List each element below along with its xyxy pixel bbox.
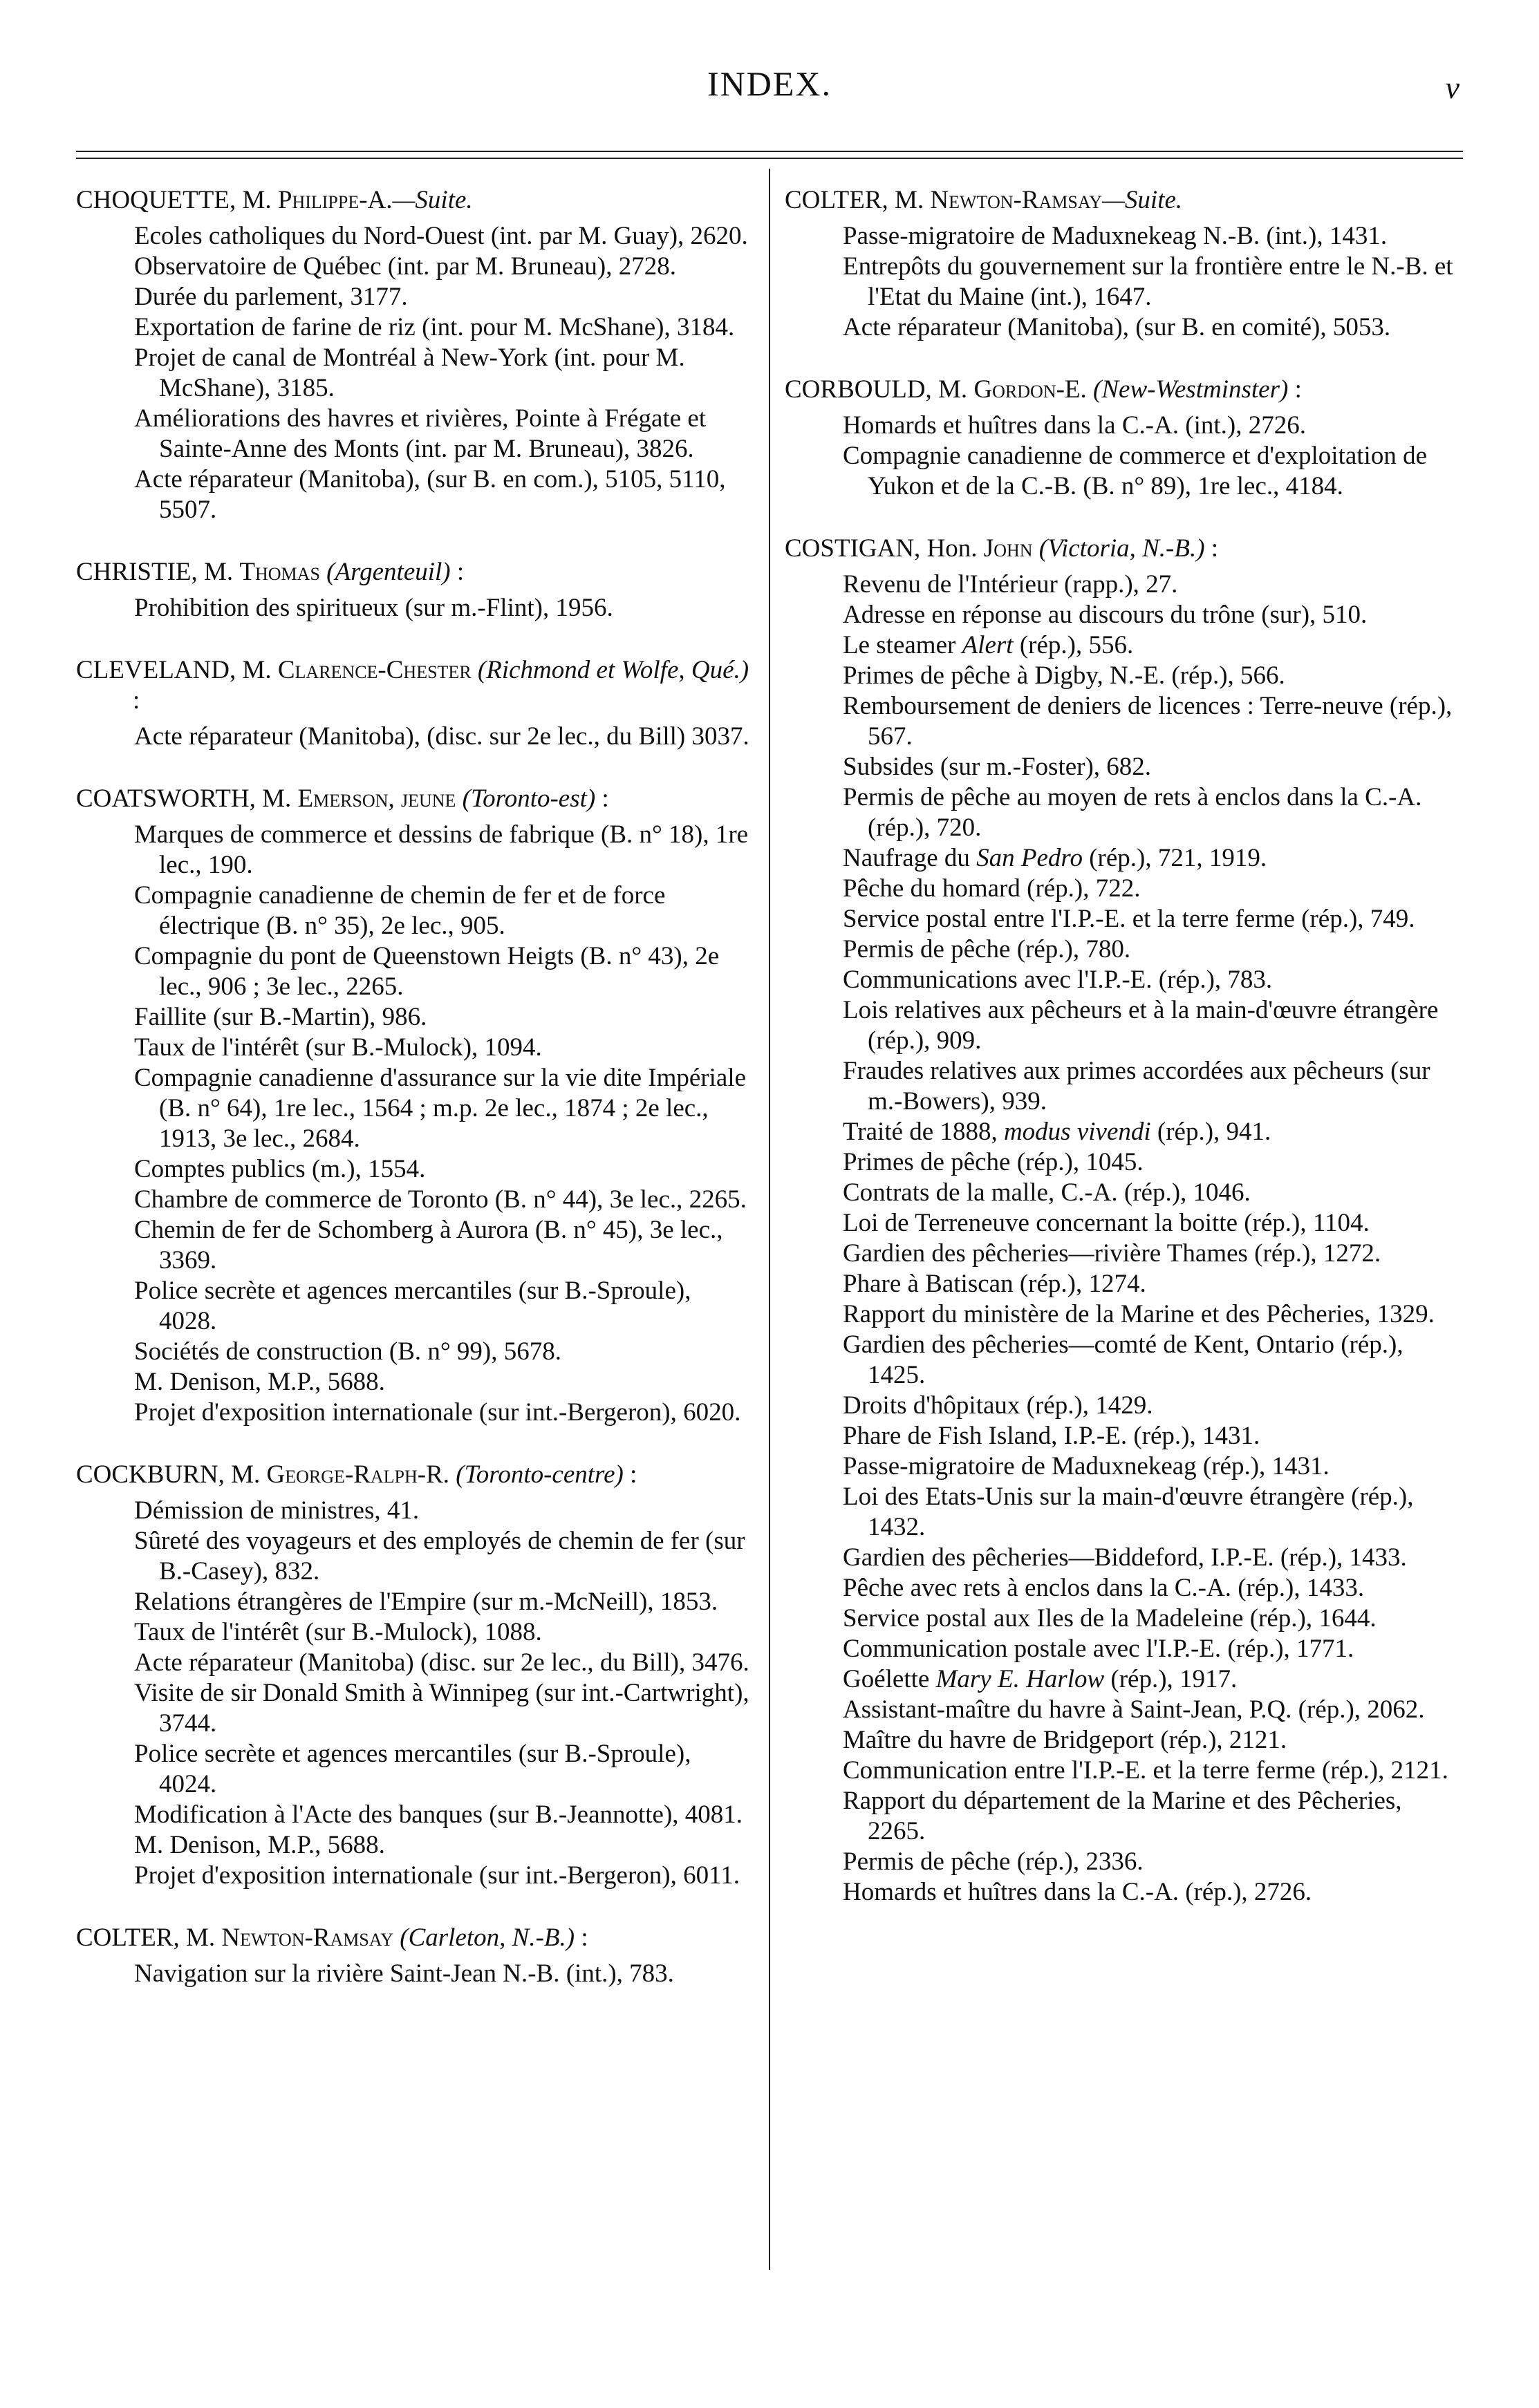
entry-item: Ecoles catholiques du Nord-Ouest (int. par M. Guay), 2620. <box>134 222 748 250</box>
entry-item: Acte réparateur (Manitoba), (disc. sur 2e lec., du Bill) 3037. <box>134 722 749 751</box>
entry-suffix: : <box>456 558 465 586</box>
entry-item: Police secrète et agences mercantiles (sur B.-Sproule), 4024. <box>134 1740 691 1798</box>
entry-surname: CLEVELAND, <box>76 656 236 684</box>
index-entry <box>76 1923 750 1989</box>
entry-item: Lois relatives aux pêcheurs et à la main-d'œuvre étrangère (rép.), 909. <box>843 996 1439 1055</box>
index-entry <box>785 185 1459 343</box>
left-column <box>76 185 750 2021</box>
entry-item: Gardien des pêcheries—Biddeford, I.P.-E. (rép.), 1433. <box>843 1543 1407 1572</box>
entry-item: Revenu de l'Intérieur (rapp.), 27. <box>843 570 1178 599</box>
entry-riding: (Argenteuil) <box>326 558 451 586</box>
index-entry <box>76 557 750 623</box>
entry-item: Contrats de la malle, C.-A. (rép.), 1046. <box>843 1178 1251 1207</box>
entry-item: Sociétés de construction (B. n° 99), 5678. <box>134 1337 561 1366</box>
entry-item: Permis de pêche (rép.), 2336. <box>843 1847 1144 1876</box>
entry-title: Hon. <box>926 534 978 563</box>
entry-surname: COATSWORTH, <box>76 784 256 813</box>
entry-item: Taux de l'intérêt (sur B.-Mulock), 1088. <box>134 1618 542 1646</box>
entry-heading <box>785 534 1459 564</box>
entry-heading <box>785 375 1459 405</box>
entry-item: Sûreté des voyageurs et des employés de chemin de fer (sur B.-Casey), 832. <box>134 1527 745 1586</box>
entry-item: Chambre de commerce de Toronto (B. n° 44), 3e lec., 2265. <box>134 1185 747 1214</box>
entry-riding: (Carleton, N.-B.) <box>400 1923 575 1952</box>
entry-item: Communications avec l'I.P.-E. (rép.), 783. <box>843 966 1273 994</box>
entry-item: Assistant-maître du havre à Saint-Jean, P.Q. (rép.), 2062. <box>843 1695 1425 1724</box>
entry-item: Traité de 1888, modus vivendi (rép.), 941. <box>843 1118 1271 1146</box>
entry-heading <box>76 185 750 216</box>
entry-given-name: Emerson, jeune <box>297 784 456 813</box>
entry-suffix: : <box>581 1923 588 1952</box>
entry-item: Modification à l'Acte des banques (sur B.-Jeannotte), 4081. <box>134 1800 743 1829</box>
entry-item: Acte réparateur (Manitoba), (sur B. en com.), 5105, 5110, 5507. <box>134 465 726 524</box>
entry-riding: —Suite. <box>1102 186 1183 214</box>
entry-item: Visite de sir Donald Smith à Winnipeg (sur int.-Cartwright), 3744. <box>134 1679 749 1738</box>
entry-item: Rapport du ministère de la Marine et des Pêcheries, 1329. <box>843 1300 1435 1328</box>
entry-suffix: : <box>1294 375 1302 404</box>
entry-surname: CORBOULD, <box>785 375 932 404</box>
entry-riding: (New-Westminster) <box>1093 375 1289 404</box>
entry-heading <box>76 655 750 716</box>
index-entry <box>76 655 750 752</box>
entry-suffix: : <box>601 784 609 813</box>
header-rule-bottom <box>76 158 1463 159</box>
entry-title: M. <box>242 186 272 214</box>
entry-heading <box>76 557 750 587</box>
entry-title: M. <box>262 784 292 813</box>
entry-item: Chemin de fer de Schomberg à Aurora (B. n° 45), 3e lec., 3369. <box>134 1216 723 1274</box>
entry-heading <box>785 185 1459 216</box>
entry-item: Faillite (sur B.-Martin), 986. <box>134 1003 427 1031</box>
right-column <box>785 185 1459 1939</box>
entry-given-name: Newton-Ramsay <box>930 186 1103 214</box>
entry-item: Compagnie canadienne de commerce et d'exploitation de Yukon et de la C.-B. (B. n° 89), 1re lec., 4184. <box>843 442 1428 500</box>
entry-item: Communication postale avec l'I.P.-E. (rép.), 1771. <box>843 1635 1354 1663</box>
entry-item: Phare de Fish Island, I.P.-E. (rép.), 1431. <box>843 1422 1260 1450</box>
entry-item: Gardien des pêcheries—comté de Kent, Ontario (rép.), 1425. <box>843 1330 1403 1389</box>
entry-surname: COSTIGAN, <box>785 534 921 563</box>
entry-item: Primes de pêche à Digby, N.-E. (rép.), 566. <box>843 661 1285 690</box>
entry-surname: COLTER, <box>785 186 888 214</box>
page-number: v <box>1445 70 1459 105</box>
entry-item: Goélette Mary E. Harlow (rép.), 1917. <box>843 1665 1238 1693</box>
entry-item: Durée du parlement, 3177. <box>134 283 408 311</box>
entry-title: M. <box>894 186 924 214</box>
entry-item: Relations étrangères de l'Empire (sur m.-McNeill), 1853. <box>134 1588 718 1616</box>
index-entry <box>76 1460 750 1891</box>
entry-item: M. Denison, M.P., 5688. <box>134 1831 385 1859</box>
entry-item: Adresse en réponse au discours du trône (sur), 510. <box>843 601 1368 629</box>
entry-heading <box>76 1923 750 1953</box>
entry-heading <box>76 1460 750 1490</box>
entry-riding: —Suite. <box>392 186 473 214</box>
entry-item: Fraudes relatives aux primes accordées aux pêcheurs (sur m.-Bowers), 939. <box>843 1057 1430 1116</box>
entry-item: Homards et huîtres dans la C.-A. (rép.), 2726. <box>843 1878 1312 1906</box>
entry-item: Projet d'exposition internationale (sur int.-Bergeron), 6011. <box>134 1861 740 1890</box>
entry-item: Compagnie du pont de Queenstown Heigts (B. n° 43), 2e lec., 906 ; 3e lec., 2265. <box>134 942 720 1001</box>
entry-title: M. <box>185 1923 216 1952</box>
entry-item: Subsides (sur m.-Foster), 682. <box>843 753 1152 781</box>
entry-surname: CHOQUETTE, <box>76 186 236 214</box>
entry-item: Primes de pêche (rép.), 1045. <box>843 1148 1144 1176</box>
entry-item: Permis de pêche au moyen de rets à enclos dans la C.-A. (rép.), 720. <box>843 783 1422 842</box>
entry-item: Améliorations des havres et rivières, Pointe à Frégate et Sainte-Anne des Monts (int. par M. Bruneau), 3826. <box>134 404 707 463</box>
entry-item: Taux de l'intérêt (sur B.-Mulock), 1094. <box>134 1033 542 1062</box>
entry-surname: CHRISTIE, <box>76 558 198 586</box>
entry-given-name: Philippe-A. <box>277 186 393 214</box>
entry-item: Entrepôts du gouvernement sur la frontière entre le N.-B. et l'Etat du Maine (int.), 1647. <box>843 252 1453 311</box>
entry-title: M. <box>204 558 234 586</box>
entry-item: Exportation de farine de riz (int. pour M. McShane), 3184. <box>134 313 735 341</box>
column-divider <box>769 169 770 2270</box>
index-entry <box>76 784 750 1428</box>
entry-item: Rapport du département de la Marine et des Pêcheries, 2265. <box>843 1787 1402 1845</box>
entry-item: Phare à Batiscan (rép.), 1274. <box>843 1270 1146 1298</box>
entry-item: Compagnie canadienne d'assurance sur la vie dite Impériale (B. n° 64), 1re lec., 1564 ; m.p. 2e lec., 1874 ; 2e lec., 1913, 3e lec., 2684. <box>134 1064 747 1153</box>
entry-title: M. <box>231 1460 261 1489</box>
entry-item: Projet de canal de Montréal à New-York (int. pour M. McShane), 3185. <box>134 344 685 402</box>
entry-item: M. Denison, M.P., 5688. <box>134 1368 385 1396</box>
entry-item: Service postal entre l'I.P.-E. et la terre ferme (rép.), 749. <box>843 905 1415 933</box>
index-entry <box>785 534 1459 1908</box>
entry-item: Remboursement de deniers de licences : Terre-neuve (rép.), 567. <box>843 692 1453 751</box>
entry-given-name: George-Ralph-R. <box>266 1460 450 1489</box>
entry-item: Acte réparateur (Manitoba), (sur B. en comité), 5053. <box>843 313 1391 341</box>
entry-item: Démission de ministres, 41. <box>134 1496 420 1525</box>
entry-item: Compagnie canadienne de chemin de fer et de force électrique (B. n° 35), 2e lec., 905. <box>134 881 666 940</box>
entry-heading <box>76 784 750 814</box>
entry-item: Pêche avec rets à enclos dans la C.-A. (rép.), 1433. <box>843 1574 1365 1602</box>
entry-item: Observatoire de Québec (int. par M. Bruneau), 2728. <box>134 252 676 281</box>
entry-item: Permis de pêche (rép.), 780. <box>843 935 1131 963</box>
entry-given-name: Clarence-Chester <box>277 656 472 684</box>
entry-surname: COLTER, <box>76 1923 180 1952</box>
entry-riding: (Toronto-est) <box>462 784 596 813</box>
entry-suffix: : <box>630 1460 637 1489</box>
entry-item: Passe-migratoire de Maduxnekeag N.-B. (int.), 1431. <box>843 222 1388 250</box>
entry-item: Comptes publics (m.), 1554. <box>134 1155 426 1183</box>
entry-item: Loi des Etats-Unis sur la main-d'œuvre étrangère (rép.), 1432. <box>843 1483 1414 1541</box>
header-rule-top <box>76 151 1463 152</box>
index-entry <box>76 185 750 525</box>
entry-item: Prohibition des spiritueux (sur m.-Flint), 1956. <box>134 594 613 622</box>
entry-item: Service postal aux Iles de la Madeleine (rép.), 1644. <box>843 1604 1377 1633</box>
entry-item: Projet d'exposition internationale (sur int.-Bergeron), 6020. <box>134 1398 741 1427</box>
entry-item: Acte réparateur (Manitoba) (disc. sur 2e lec., du Bill), 3476. <box>134 1648 749 1677</box>
entry-suffix: : <box>133 686 140 715</box>
entry-item: Police secrète et agences mercantiles (sur B.-Sproule), 4028. <box>134 1277 691 1335</box>
entry-riding: (Toronto-centre) <box>456 1460 624 1489</box>
entry-item: Communication entre l'I.P.-E. et la terre ferme (rép.), 2121. <box>843 1756 1448 1785</box>
entry-given-name: Gordon-E. <box>973 375 1087 404</box>
entry-title: M. <box>938 375 968 404</box>
page-header <box>0 64 1539 119</box>
entry-item: Le steamer Alert (rép.), 556. <box>843 631 1134 659</box>
entry-item: Droits d'hôpitaux (rép.), 1429. <box>843 1391 1153 1420</box>
entry-surname: COCKBURN, <box>76 1460 225 1489</box>
entry-given-name: Newton-Ramsay <box>221 1923 394 1952</box>
entry-given-name: Thomas <box>239 558 320 586</box>
page-title: INDEX. <box>707 64 832 103</box>
entry-item: Loi de Terreneuve concernant la boitte (rép.), 1104. <box>843 1209 1370 1237</box>
entry-riding: (Victoria, N.-B.) <box>1038 534 1205 563</box>
entry-item: Navigation sur la rivière Saint-Jean N.-B. (int.), 783. <box>134 1959 674 1988</box>
entry-title: M. <box>242 656 272 684</box>
entry-item: Gardien des pêcheries—rivière Thames (rép.), 1272. <box>843 1239 1381 1268</box>
index-entry <box>785 375 1459 502</box>
entry-riding: (Richmond et Wolfe, Qué.) <box>477 656 749 684</box>
entry-item: Naufrage du San Pedro (rép.), 721, 1919. <box>843 844 1267 872</box>
entry-item: Maître du havre de Bridgeport (rép.), 2121. <box>843 1726 1287 1754</box>
entry-item: Pêche du homard (rép.), 722. <box>843 874 1141 903</box>
entry-suffix: : <box>1211 534 1219 563</box>
entry-item: Homards et huîtres dans la C.-A. (int.), 2726. <box>843 411 1306 440</box>
entry-item: Passe-migratoire de Maduxnekeag (rép.), 1431. <box>843 1452 1330 1480</box>
entry-given-name: John <box>983 534 1033 563</box>
entry-item: Marques de commerce et dessins de fabrique (B. n° 18), 1re lec., 190. <box>134 820 749 879</box>
